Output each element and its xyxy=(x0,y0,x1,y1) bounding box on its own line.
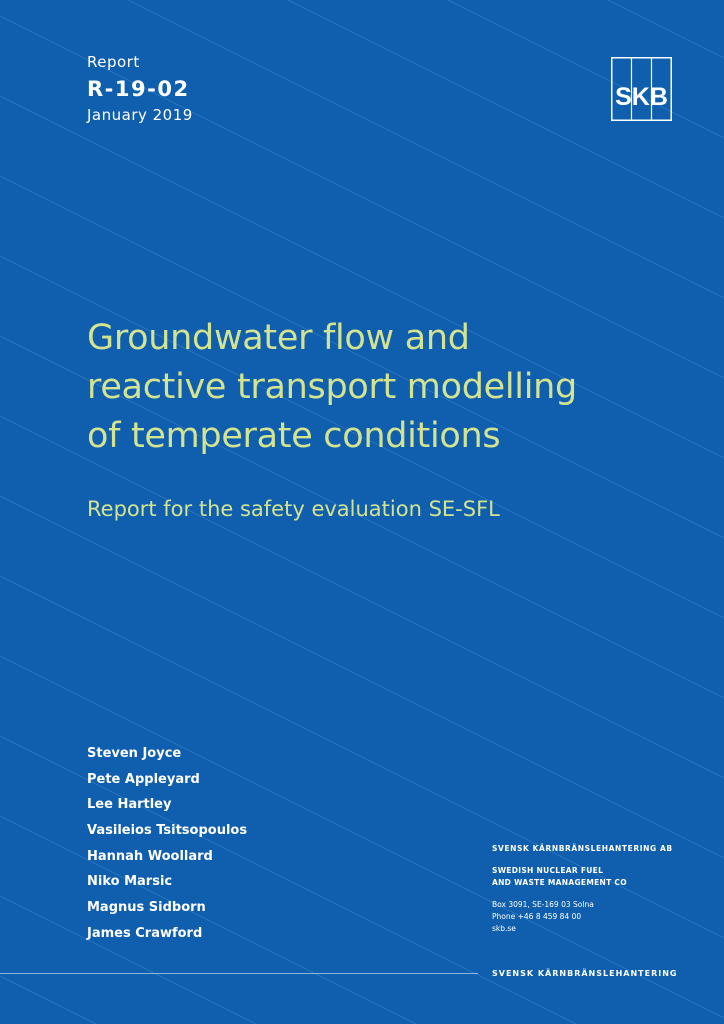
organization-contact xyxy=(492,899,673,935)
organization-address: Box 3091, SE-169 03 Solna xyxy=(492,900,594,909)
author-name: Pete Appleyard xyxy=(87,771,200,787)
organization-english-name xyxy=(492,865,673,889)
title-line: of temperate conditions xyxy=(87,416,501,456)
author-name: Hannah Woollard xyxy=(87,848,213,864)
lattice-line xyxy=(0,976,724,1024)
organization-website: skb.se xyxy=(492,924,516,933)
lattice-line xyxy=(0,0,724,298)
report-subtitle: Report for the safety evaluation SE-SFL xyxy=(87,497,500,521)
organization-english-name-line: SWEDISH NUCLEAR FUEL xyxy=(492,866,604,875)
author-name: James Crawford xyxy=(87,925,203,941)
skb-logo xyxy=(611,57,672,121)
author-name: Vasileios Tsitsopoulos xyxy=(87,823,248,839)
organization-english-name-line: AND WASTE MANAGEMENT CO xyxy=(492,878,627,887)
author-name: Lee Hartley xyxy=(87,797,172,813)
author-name: Niko Marsic xyxy=(87,874,173,890)
title-line: reactive transport modelling xyxy=(87,367,577,407)
organization-info xyxy=(492,843,673,935)
lattice-line xyxy=(0,0,724,58)
author-name: Magnus Sidborn xyxy=(87,900,206,916)
footer-org-name: SVENSK KÄRNBRÄNSLEHANTERING xyxy=(492,969,678,978)
skb-logo-text: SKB xyxy=(615,83,668,111)
lattice-line xyxy=(0,416,724,778)
report-number: R-19-02 xyxy=(87,77,190,101)
author-list xyxy=(87,744,247,950)
report-date: January 2019 xyxy=(87,106,193,124)
footer-divider xyxy=(0,973,478,974)
report-label: Report xyxy=(87,53,140,71)
author-name: Steven Joyce xyxy=(87,746,182,761)
title-line: Groundwater flow and xyxy=(87,318,470,358)
organization-name: SVENSK KÄRNBRÄNSLEHANTERING AB xyxy=(492,844,673,853)
report-title xyxy=(87,314,667,461)
organization-phone: Phone +46 8 459 84 00 xyxy=(492,912,582,921)
